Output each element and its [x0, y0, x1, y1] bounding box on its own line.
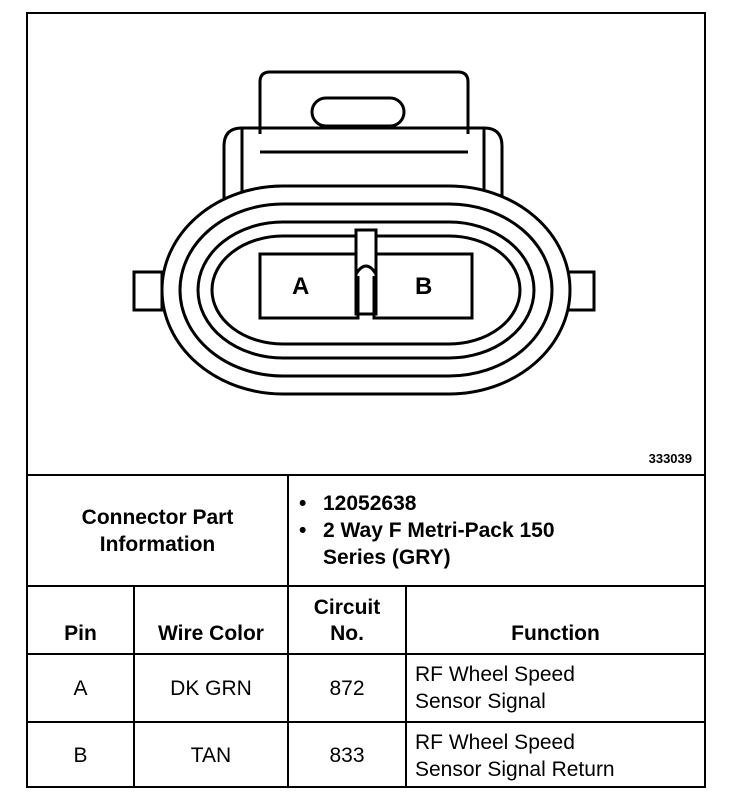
row-a-function-line2: Sensor Signal	[415, 690, 546, 713]
connector-description-line1: 2 Way F Metri-Pack 150	[323, 519, 555, 542]
connector-table	[28, 476, 704, 788]
row-b-function	[406, 722, 704, 788]
row-b-function-line1: RF Wheel Speed	[415, 730, 575, 754]
connector-drawing-area	[28, 14, 704, 476]
header-circuit-line1: Circuit	[313, 596, 381, 619]
header-wire-color: Wire Color	[134, 586, 288, 654]
header-circuit	[288, 586, 406, 654]
latch-slot	[312, 98, 404, 126]
header-pin: Pin	[28, 586, 134, 654]
row-a-function	[406, 654, 704, 722]
connector-details-list	[297, 490, 696, 571]
connector-part-label-line1: Connector Part	[81, 505, 234, 529]
row-b-wire-color: TAN	[134, 722, 288, 788]
connector-diagram-frame	[26, 12, 706, 788]
row-a-wire-color: DK GRN	[134, 654, 288, 722]
header-row	[28, 586, 704, 654]
connector-description-line2: Series (GRY)	[323, 546, 451, 569]
row-a-function-line1: RF Wheel Speed	[415, 663, 575, 686]
row-b-pin: B	[28, 722, 134, 788]
row-a-pin: A	[28, 654, 134, 722]
header-function: Function	[406, 586, 704, 654]
row-b-circuit: 833	[288, 722, 406, 788]
row-b-function-line2: Sensor Signal Return	[415, 757, 615, 781]
connector-part-details-cell	[288, 476, 704, 586]
row-a-circuit: 872	[288, 654, 406, 722]
pin-b-label: B	[415, 273, 433, 300]
pin-a-label: A	[292, 273, 310, 300]
connector-illustration	[28, 14, 704, 474]
connector-description	[297, 517, 696, 571]
table-row	[28, 722, 704, 788]
connector-part-label-line2: Information	[99, 532, 216, 556]
connector-info-row	[28, 476, 704, 586]
table-row	[28, 654, 704, 722]
part-number: • 12052638	[297, 490, 696, 517]
connector-part-label-cell	[28, 476, 288, 586]
figure-number: 333039	[648, 451, 692, 466]
header-circuit-line2: No.	[330, 622, 364, 645]
